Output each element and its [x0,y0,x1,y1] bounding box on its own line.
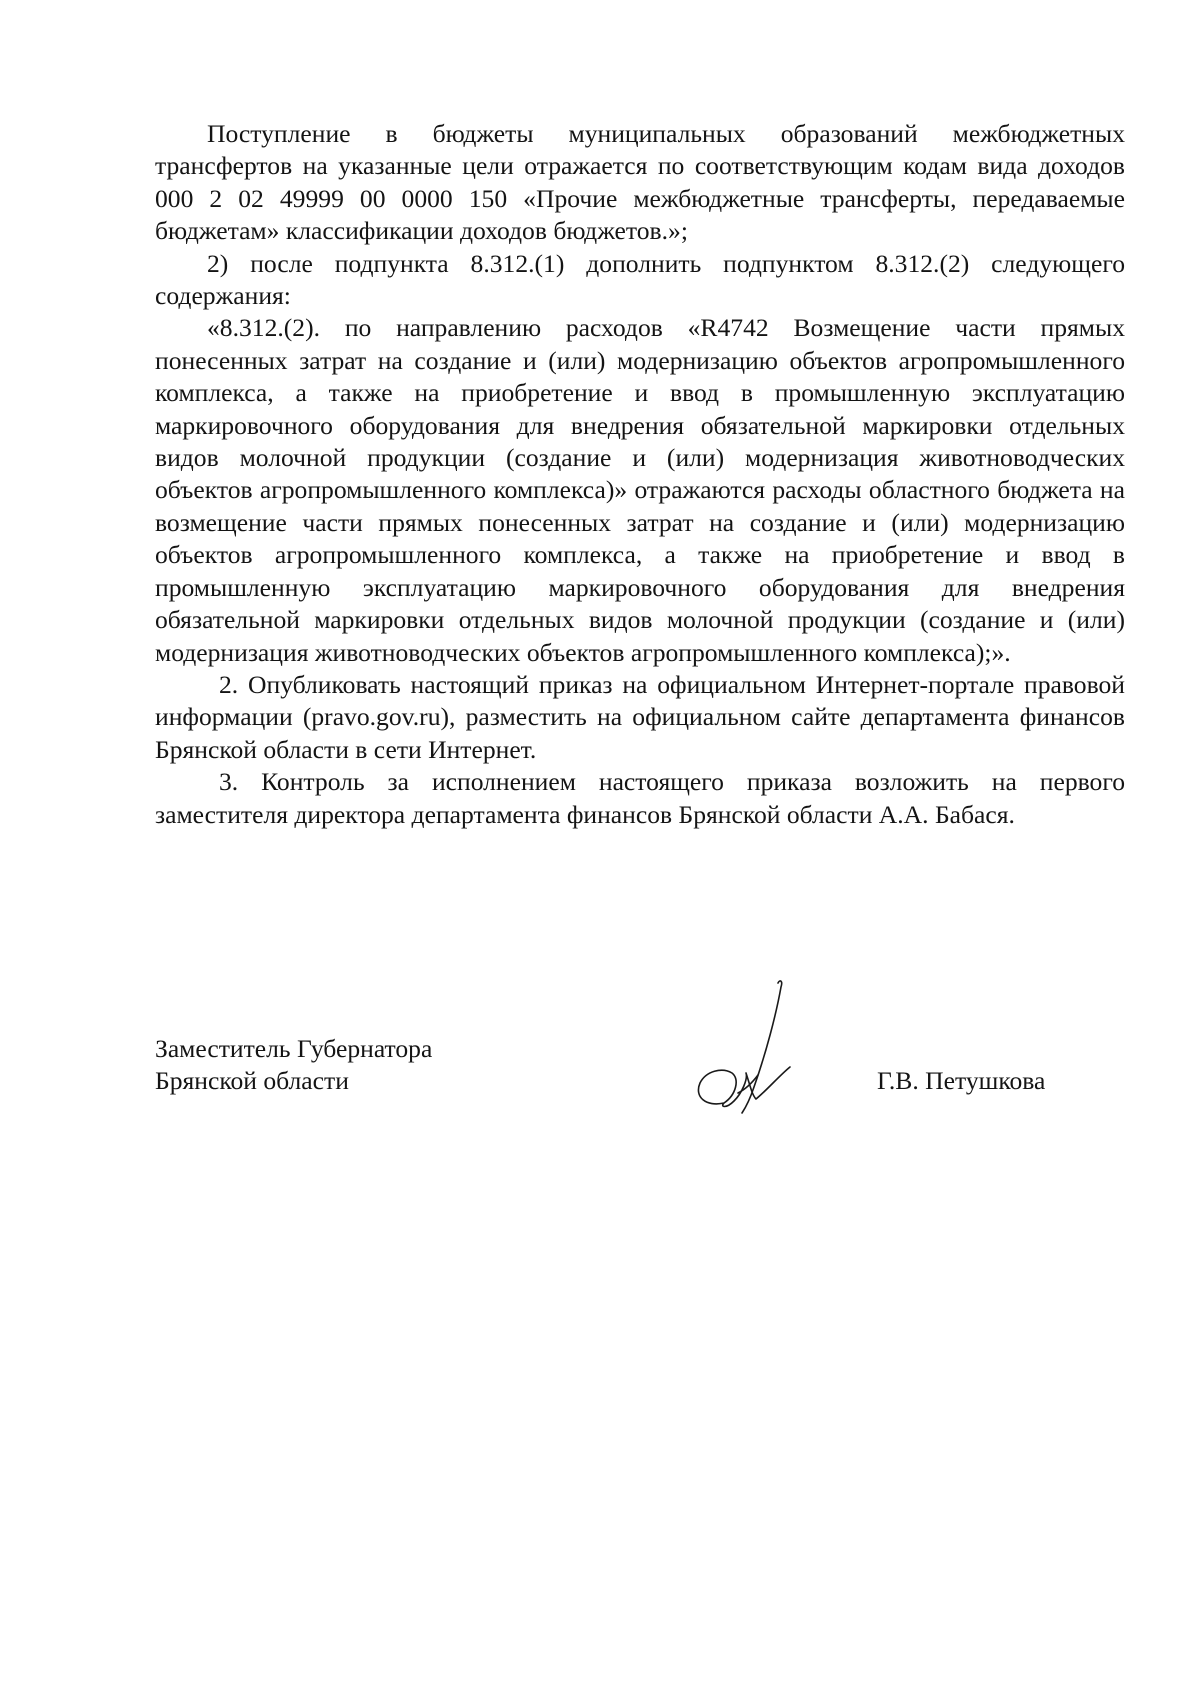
paragraph-control: 3. Контроль за исполнением настоящего приказа возложить на первого заместителя директора департамента финансов Брянской области А.А. Бабася. [155,767,1125,829]
paragraph-expense-direction: «8.312.(2). по направлению расходов «R4742 Возмещение части прямых понесенных затрат на создание и (или) модернизацию объектов агропромышленного комплекса, а также на приобретение и ввод в промышленную эксплуатацию маркировочного оборудования для внедрения обязательной маркировки отдельных видов молочной продукции (создание и (или) модернизация животноводческих объектов агропромышленного комплекса)» отражаются расходы областного бюджета на возмещение части прямых понесенных затрат на создание и (или) модернизацию объектов агропромышленного комплекса, а также на приобретение и ввод в промышленную эксплуатацию маркировочного оборудования для внедрения обязательной маркировки отдельных видов молочной продукции (создание и (или) модернизация животноводческих объектов агропромышленного комплекса);». [155,313,1125,667]
paragraph-publication: 2. Опубликовать настоящий приказ на официальном Интернет-портале правовой информации (pravo.gov.ru), разместить на официальном сайте департамента финансов Брянской области в сети Интернет. [155,669,1125,764]
signer-name: Г.В. Петушкова [877,1066,1046,1095]
paragraph-budget-receipts: Поступление в бюджеты муниципальных образований межбюджетных трансфертов на указанные цели отражается по соответствующим кодам вида доходов 000 2 02 49999 00 0000 150 «Прочие межбюджетные трансферты, передаваемые бюджетам» классификации доходов бюджетов.»; [155,119,1125,246]
paragraph-amendment-intro: 2) после подпункта 8.312.(1) дополнить подпунктом 8.312.(2) следующего содержания: [155,248,1125,311]
document-body [155,118,1125,831]
signer-position-line-1: Заместитель Губернатора [155,1034,433,1063]
signer-position-line-2: Брянской области [155,1066,349,1096]
handwritten-signature [680,975,810,1125]
signer-position [155,1033,432,1098]
